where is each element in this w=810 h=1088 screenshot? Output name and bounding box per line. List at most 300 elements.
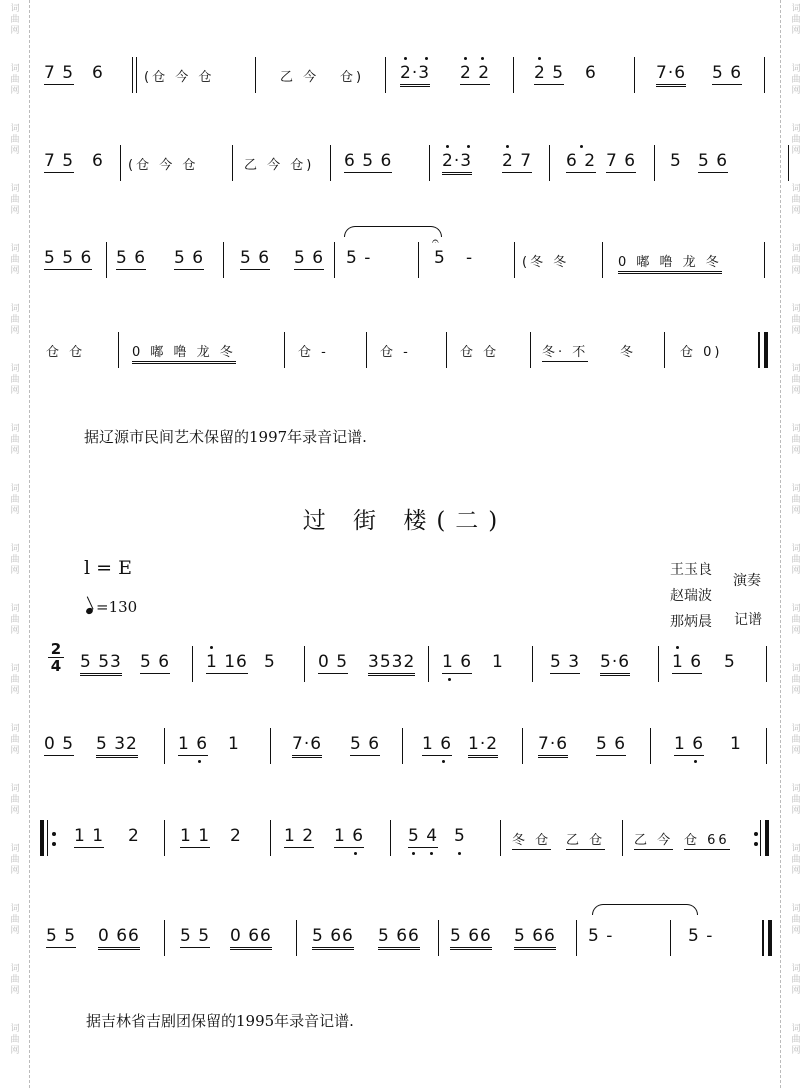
note: 5 [724,652,736,672]
percussion-syllables: 0 嘟 噜 龙 冬 [132,341,236,364]
barline [164,820,165,856]
watermark-char: 网 [791,506,801,516]
high-octave-dot [210,646,213,649]
score-row-2 [40,143,775,189]
watermark-char: 词 [791,4,801,14]
watermark-char: 网 [10,506,20,516]
watermark-char: 曲 [10,975,20,985]
watermark-char: 网 [791,926,801,936]
watermark-char: 曲 [10,315,20,325]
watermark-mark [6,844,24,877]
watermark-mark [787,304,805,337]
watermark-mark [787,724,805,757]
high-octave-dot [481,57,484,60]
watermark-char: 词 [791,424,801,434]
watermark-char: 词 [10,304,20,314]
note-group: 5 6 [712,63,743,83]
percussion-syllables: (仓 今 仓 [144,70,215,85]
watermark-char: 曲 [791,615,801,625]
watermark-char: 词 [10,784,20,794]
watermark-mark [787,64,805,97]
watermark-char: 词 [10,844,20,854]
note: 5 - [346,248,372,268]
watermark-mark [787,4,805,37]
note-group: 5 5 [46,926,77,946]
note-group: 2 2 [460,63,491,83]
note-group: 1 6 [672,652,703,672]
barline [296,920,297,956]
note-group: 7·6 [292,734,322,758]
note-group: 0 5 [44,734,75,754]
repeat-dot [754,832,758,836]
watermark-mark [787,364,805,397]
transcriber-name: 那炳晨 [670,614,712,630]
note-group: 5 66 [378,926,420,950]
note: 5 [454,826,466,846]
high-octave-dot [446,145,449,148]
watermark-char: 曲 [10,435,20,445]
watermark-char: 词 [791,1024,801,1034]
watermark-char: 词 [10,424,20,434]
note-group: 1 6 [674,734,705,754]
watermark-char: 曲 [791,495,801,505]
watermark-char: 曲 [10,15,20,25]
watermark-char: 词 [10,544,20,554]
watermark-char: 词 [791,664,801,674]
barline [500,820,501,856]
percussion-syllables: 仓 - [380,345,411,360]
note-group: 7·6 [656,63,686,87]
barline [385,57,386,93]
note-group: 6 2 [566,151,597,171]
watermark-char: 曲 [10,915,20,925]
watermark-mark [6,964,24,997]
watermark-char: 词 [791,304,801,314]
barline [622,820,623,856]
note-group: 5 6 [240,248,271,268]
watermark-char: 曲 [791,135,801,145]
barline [330,145,331,181]
note: 6 [585,63,597,83]
note: 5 - [688,926,714,946]
watermark-char: 网 [10,86,20,96]
percussion-syllables: 仓 - [298,345,329,360]
note: 6 [92,63,104,83]
watermark-char: 词 [10,604,20,614]
barline [766,646,767,682]
low-octave-dot [448,678,451,681]
watermark-char: 曲 [10,1035,20,1045]
note-group: 5 4 [408,826,439,846]
tie-mark [592,904,698,915]
barline [136,57,137,93]
watermark-mark [787,184,805,217]
watermark-char: 曲 [791,1035,801,1045]
watermark-char: 网 [791,746,801,756]
note-group: 2 5 [534,63,565,83]
watermark-char: 网 [10,26,20,36]
low-octave-dot [412,852,415,855]
note-group: 5·6 [600,652,630,676]
key-signature: l = E [84,557,132,579]
barline [788,145,789,181]
percussion-syllables: 冬 [620,345,637,360]
watermark-char: 词 [791,844,801,854]
credits [670,557,712,635]
watermark-char: 曲 [791,915,801,925]
note-group: 5 6 [140,652,171,672]
watermark-char: 网 [10,986,20,996]
watermark-char: 词 [791,604,801,614]
note-group: 5 6 [174,248,205,268]
barline [764,57,765,93]
note-group: 5 53 [80,652,122,676]
barline [192,646,193,682]
barline [164,920,165,956]
repeat-thick-bar [40,820,44,856]
barline [549,145,550,181]
barline [764,242,765,278]
note: 1 [492,652,504,672]
watermark-char: 词 [791,244,801,254]
score-row-8 [40,918,775,964]
watermark-mark [6,124,24,157]
note-group: 2 7 [502,151,533,171]
barline [270,728,271,764]
low-octave-dot [198,760,201,763]
barline [513,57,514,93]
watermark-char: 词 [791,724,801,734]
barline [334,242,335,278]
note-group: 1 1 [74,826,105,846]
repeat-thin-bar [47,820,48,856]
barline [223,242,224,278]
watermark-char: 词 [10,364,20,374]
watermark-char: 曲 [10,795,20,805]
watermark-char: 曲 [791,75,801,85]
barline [132,57,133,93]
percussion-syllables: (冬 冬 [522,255,570,270]
high-octave-dot [425,57,428,60]
barline [284,332,285,368]
score-row-1 [40,55,775,101]
watermark-char: 词 [791,484,801,494]
barline [118,332,119,368]
note: - [466,248,474,268]
percussion-syllables: 仓 仓 [46,345,86,360]
watermark-char: 网 [10,446,20,456]
barline [766,728,767,764]
watermark-mark [6,664,24,697]
note-group: 6 5 6 [344,151,393,171]
performers-role: 演奏 [733,573,761,589]
percussion-syllables: 冬· 不 [542,341,588,362]
note-group: 5 5 6 [44,248,93,268]
repeat-dot [52,842,56,846]
note-group: 2·3 [442,151,472,175]
barline [429,145,430,181]
watermark-mark [787,124,805,157]
barline [602,242,603,278]
watermark-char: 词 [10,964,20,974]
watermark-char: 词 [10,1024,20,1034]
note-group: 7 5 [44,151,75,171]
watermark-char: 网 [10,206,20,216]
note: 6 [92,151,104,171]
watermark-char: 曲 [791,15,801,25]
score-row-3 [40,234,775,286]
barline [522,728,523,764]
note-group: 0 66 [230,926,272,950]
repeat-start-sign [40,820,54,856]
watermark-char: 曲 [791,735,801,745]
watermark-char: 网 [791,386,801,396]
note: 2 [230,826,242,846]
low-octave-dot [694,760,697,763]
high-octave-dot [580,145,583,148]
low-octave-dot [354,852,357,855]
percussion-syllables: 冬 仓 [512,829,551,850]
watermark-char: 曲 [10,675,20,685]
score-row-7 [40,818,775,864]
watermark-char: 曲 [10,75,20,85]
note-group: 1 6 [422,734,453,754]
watermark-char: 词 [791,184,801,194]
watermark-char: 曲 [791,855,801,865]
note-group: 1 6 [178,734,209,754]
watermark-char: 曲 [10,195,20,205]
score-row-4 [40,330,775,376]
note-group: 5 6 [698,151,729,171]
watermark-char: 曲 [10,255,20,265]
watermark-char: 网 [791,146,801,156]
barline [402,728,403,764]
note-group: 7·6 [538,734,568,758]
watermark-mark [6,904,24,937]
percussion-syllables: 0 嘟 噜 龙 冬 [618,251,722,274]
watermark-char: 词 [791,124,801,134]
note-group: 7 6 [606,151,637,171]
watermark-char: 曲 [10,735,20,745]
watermark-char: 词 [10,724,20,734]
watermark-char: 曲 [10,375,20,385]
watermark-char: 网 [791,866,801,876]
score-row-5 [40,644,775,690]
repeat-dot [52,832,56,836]
watermark-mark [6,424,24,457]
score-row-6 [40,726,775,772]
watermark-mark [787,964,805,997]
note-group: 5 6 [596,734,627,754]
percussion-syllables: 仓) [340,70,365,85]
watermark-char: 网 [791,806,801,816]
watermark-mark [787,1024,805,1057]
note-group: 5 66 [514,926,556,950]
watermark-char: 网 [791,1046,801,1056]
watermark-char: 网 [791,686,801,696]
note-group: 2·3 [400,63,430,87]
note: 1 [730,734,742,754]
watermark-char: 曲 [791,435,801,445]
high-octave-dot [538,57,541,60]
watermark-mark [6,1024,24,1057]
barline [446,332,447,368]
note: 5 [434,248,446,268]
quarter-note-icon [85,607,94,615]
watermark-char: 曲 [791,255,801,265]
note: 1 [228,734,240,754]
barline [390,820,391,856]
watermark-char: 网 [10,746,20,756]
watermark-mark [6,244,24,277]
barline [418,242,419,278]
high-octave-dot [404,57,407,60]
watermark-char: 词 [10,244,20,254]
watermark-char: 网 [10,326,20,336]
performer-name: 王玉良 [670,562,712,578]
percussion-syllables: 乙 今 [280,70,320,85]
watermark-mark [6,724,24,757]
watermark-char: 网 [10,686,20,696]
barline [634,57,635,93]
time-signature-bottom: 4 [48,657,64,674]
left-margin-strip [0,0,30,1088]
note-group: 5 3 [550,652,581,672]
watermark-char: 网 [791,626,801,636]
watermark-char: 网 [10,926,20,936]
note-group: 5 66 [450,926,492,950]
watermark-mark [787,664,805,697]
watermark-mark [787,784,805,817]
percussion-syllables: 仓 66 [684,829,730,850]
watermark-char: 网 [10,566,20,576]
fermata-icon: 𝄐 [432,234,439,248]
watermark-char: 曲 [10,855,20,865]
note: 5 - [588,926,614,946]
watermark-char: 曲 [10,555,20,565]
barline [658,646,659,682]
note-group: 5 6 [294,248,325,268]
watermark-mark [6,4,24,37]
repeat-thick-bar [765,820,769,856]
high-octave-dot [676,646,679,649]
watermark-mark [6,184,24,217]
watermark-char: 曲 [791,375,801,385]
watermark-mark [787,544,805,577]
piece-title: 过 街 楼(二) [302,508,508,534]
watermark-char: 词 [10,664,20,674]
watermark-char: 词 [791,784,801,794]
barline [164,728,165,764]
percussion-syllables: 乙 仓 [566,829,605,850]
note-group: 5 5 [180,926,211,946]
high-octave-dot [506,145,509,148]
watermark-mark [787,424,805,457]
barline [366,332,367,368]
watermark-char: 网 [791,86,801,96]
note-group: 1 1 [180,826,211,846]
tempo-value: =130 [96,598,138,616]
watermark-char: 网 [791,566,801,576]
note-group: 1 6 [334,826,365,846]
watermark-char: 词 [10,4,20,14]
note: 5 [264,652,276,672]
barline [514,242,515,278]
right-margin-strip [780,0,810,1088]
repeat-end-sign [754,820,770,856]
watermark-char: 曲 [791,555,801,565]
watermark-char: 网 [791,26,801,36]
watermark-mark [787,844,805,877]
watermark-char: 网 [791,446,801,456]
watermark-char: 网 [791,326,801,336]
barline [530,332,531,368]
tempo-marking [86,598,137,616]
time-signature-top: 2 [50,640,62,658]
watermark-char: 曲 [10,135,20,145]
watermark-mark [787,904,805,937]
percussion-syllables: 仓 0) [680,345,723,360]
note-group: 5 6 [350,734,381,754]
note-group: 3532 [368,652,415,676]
watermark-char: 词 [10,904,20,914]
watermark-char: 网 [10,626,20,636]
watermark-char: 词 [791,904,801,914]
watermark-mark [6,604,24,637]
watermark-char: 词 [791,544,801,554]
note-group: 5 66 [312,926,354,950]
barline [438,920,439,956]
watermark-char: 网 [10,386,20,396]
barline [576,920,577,956]
watermark-char: 曲 [791,795,801,805]
barline [255,57,256,93]
note-group: 1 16 [206,652,248,672]
watermark-mark [6,304,24,337]
watermark-char: 曲 [791,975,801,985]
watermark-mark [6,784,24,817]
watermark-char: 词 [791,64,801,74]
note: 2 [128,826,140,846]
barline [650,728,651,764]
barline [270,820,271,856]
watermark-char: 词 [10,124,20,134]
high-octave-dot [464,57,467,60]
low-octave-dot [442,760,445,763]
watermark-char: 网 [10,866,20,876]
barline [304,646,305,682]
repeat-dot [754,842,758,846]
final-barline [762,920,764,956]
watermark-char: 词 [10,64,20,74]
watermark-mark [6,64,24,97]
tie-mark [344,226,442,237]
watermark-char: 词 [791,364,801,374]
watermark-char: 词 [10,184,20,194]
watermark-char: 曲 [791,315,801,325]
barline [654,145,655,181]
watermark-char: 网 [10,266,20,276]
barline [120,145,121,181]
watermark-char: 曲 [10,495,20,505]
watermark-char: 曲 [791,195,801,205]
watermark-char: 网 [10,806,20,816]
low-octave-dot [458,852,461,855]
watermark-char: 曲 [791,675,801,685]
watermark-char: 网 [791,206,801,216]
watermark-mark [787,244,805,277]
note-group: 1 2 [284,826,315,846]
